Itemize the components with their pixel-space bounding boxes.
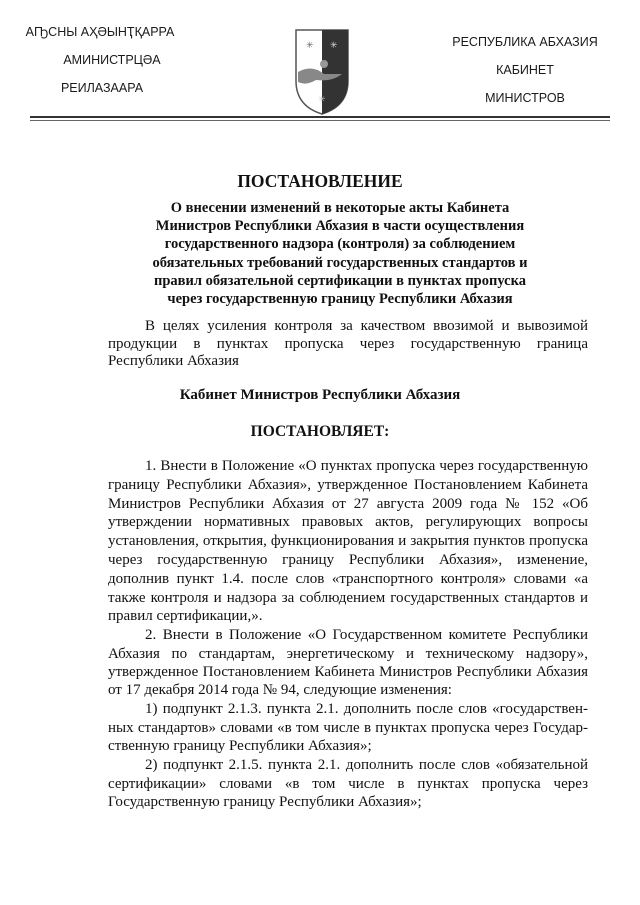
body-line: Абхазия по стандартам, энергетическому и техническому надзору», xyxy=(108,646,588,662)
header-left-line: АҦСНЫ АҲӘЫНҬҚАРРА xyxy=(25,25,175,39)
body-line: 1. Внести в Положение «О пунктах пропуска через государственную xyxy=(145,458,588,474)
body-line: границу Республики Абхазия», утвержденное Постановлением Кабинета xyxy=(108,477,588,493)
body-line: сертификации» словами «в том числе в пунктах пропуска через xyxy=(108,776,588,792)
header-divider-thin xyxy=(30,120,610,121)
document-title: ПОСТАНОВЛЕНИЕ xyxy=(237,171,403,191)
preamble-line: продукции в пунктах пропуска через государственную граница xyxy=(108,336,588,352)
body-line: также контроля и надзора за соблюдением государственных стандартов и xyxy=(108,590,588,606)
subtitle-line: О внесении изменений в некоторые акты Кабинета xyxy=(170,200,510,216)
svg-text:✳: ✳ xyxy=(318,94,326,104)
body-line: 2. Внести в Положение «О Государственном комитете Республики xyxy=(145,627,588,643)
issuer: Кабинет Министров Республики Абхазия xyxy=(179,387,461,403)
body-line: через государственную границу Республики Абхазия», изменение, xyxy=(108,552,588,568)
preamble-line: В целях усиления контроля за качеством ввозимой и вывозимой xyxy=(145,318,588,334)
header-left-line: АМИНИСТРЦӘА xyxy=(63,53,161,67)
body-line: 1) подпункт 2.1.3. пункта 2.1. дополнить после слов «государствен- xyxy=(145,701,588,717)
subtitle-line: обязательных требований государственных стандартов и xyxy=(152,254,528,271)
header-right-line: КАБИНЕТ xyxy=(496,63,554,77)
body-line: ных стандартов» словами «в том числе в пунктах пропуска через Государ- xyxy=(108,720,588,736)
body-line: Министров Республики Абхазия от 27 августа 2009 года № 152 «Об xyxy=(108,496,588,512)
svg-text:✳: ✳ xyxy=(306,40,314,50)
body-line: от 17 декабря 2014 года № 94, следующие изменения: xyxy=(108,682,452,698)
body-line: утверждении нормативных правовых актов, регулирующих вопросы xyxy=(108,514,588,530)
body-line: ственную границу Республики Абхазия»; xyxy=(108,738,372,754)
document-subtitle xyxy=(100,199,580,308)
subtitle-line: государственного надзора (контроля) за соблюдением xyxy=(164,236,516,253)
body-line: утвержденное Постановлением Кабинета Министров Республики Абхазия xyxy=(108,664,588,680)
header-left-line: РЕИЛАЗААРА xyxy=(60,81,144,95)
resolves-heading: ПОСТАНОВЛЯЕТ: xyxy=(250,423,390,440)
subtitle-line: правил обязательной сертификации в пунктах пропуска xyxy=(154,272,526,289)
svg-text:✳: ✳ xyxy=(330,40,338,50)
body-line: правил сертификации,». xyxy=(108,608,263,624)
header-divider xyxy=(30,116,610,118)
coat-of-arms-emblem xyxy=(292,26,352,116)
body-line: дополнив пункт 1.4. после слов «транспортного контроля» словами «а xyxy=(108,571,588,587)
body-line: Государственную границу Республики Абхазия»; xyxy=(108,794,422,810)
subtitle-line: через государственную границу Республики Абхазия xyxy=(167,291,513,308)
body-line: 2) подпункт 2.1.5. пункта 2.1. дополнить после слов «обязательной xyxy=(145,757,588,773)
header-right-line: МИНИСТРОВ xyxy=(485,91,565,105)
subtitle-line: Министров Республики Абхазия в части осуществления xyxy=(155,218,525,235)
preamble-line: Республики Абхазия xyxy=(108,353,239,369)
header-right-line: РЕСПУБЛИКА АБХАЗИЯ xyxy=(452,35,598,49)
body-line: установления, открытия, функционирования и закрытия пунктов пропуска xyxy=(108,533,588,549)
